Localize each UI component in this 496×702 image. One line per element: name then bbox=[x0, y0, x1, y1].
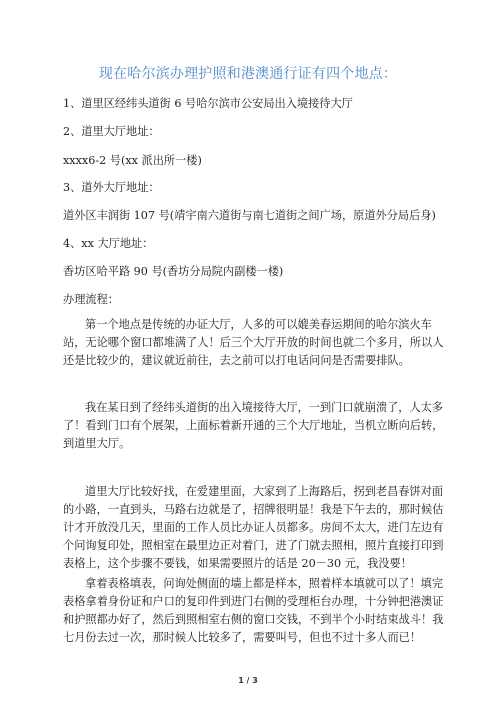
paragraph-line: 表格拿着身份证和户口的复印件到进门右侧的受理柜台办理，十分钟把港澳证 bbox=[63, 595, 444, 608]
paragraph-line: 站，无论哪个窗口都堆满了人！后三个大厅开放的时间也就二个多月，所以人 bbox=[63, 336, 444, 349]
paragraph-line: 和护照都办好了，然后到照相室右侧的窗口交钱，不到半个小时结束战斗！我 bbox=[63, 613, 444, 626]
paragraph-line: 个问询复印处，照相室在最里边正对着门，进了门就去照相，照片直接打印到 bbox=[63, 539, 444, 552]
paragraph-line: 的小路，一直到头，马路右边就是了，招牌很明显！我是下午去的，那时候估 bbox=[63, 503, 444, 516]
address-heading-3: 3、道外大厅地址： bbox=[63, 181, 160, 194]
paragraph-3 bbox=[63, 483, 443, 573]
paragraph-4 bbox=[63, 575, 443, 647]
paragraph-line: 表格上，这个步骤不要钱，如果需要照片的话是 20－30 元，我没要！ bbox=[63, 557, 412, 570]
paragraph-line: 七月份去过一次，那时候人比较多了，需要叫号，但也不过十多人而已！ bbox=[63, 631, 422, 644]
paragraph-line: 道里大厅比较好找，在爱建里面，大家到了上海路后，拐到老昌春饼对面 bbox=[85, 485, 444, 498]
address-heading-2: 2、道里大厅地址： bbox=[63, 125, 160, 138]
address-line-2: xxxx6-2 号(xx 派出所一楼) bbox=[63, 154, 202, 167]
paragraph-1 bbox=[63, 316, 443, 370]
paragraph-line: 还是比较少的，建议就近前往，去之前可以打电话问问是否需要排队。 bbox=[63, 354, 410, 367]
address-line-1: 1、道里区经纬头道街 6 号哈尔滨市公安局出入境接待大厅 bbox=[63, 97, 353, 110]
paragraph-line: 第一个地点是传统的办证大厅，人多的可以媲美春运期间的哈尔滨火车 bbox=[85, 318, 432, 331]
address-line-4: 香坊区哈平路 90 号(香坊分局院内副楼一楼) bbox=[63, 265, 284, 278]
paragraph-line: 计才开放没几天，里面的工作人员比办证人员都多。房间不太大，进门左边有 bbox=[63, 521, 444, 534]
paragraph-2 bbox=[63, 399, 443, 453]
page-number: 1 / 3 bbox=[238, 676, 258, 685]
page-title: 现在哈尔滨办理护照和港澳通行证有四个地点： bbox=[98, 66, 398, 82]
address-heading-4: 4、xx 大厅地址： bbox=[63, 237, 154, 250]
process-heading: 办理流程： bbox=[63, 293, 119, 306]
paragraph-line: 到道里大厅。 bbox=[63, 437, 131, 450]
address-line-3: 道外区丰润街 107 号(靖宇南六道街与南七道街之间广场，原道外分局后身) bbox=[63, 209, 436, 222]
paragraph-line: 拿着表格填表，问询处侧面的墙上都是样本，照着样本填就可以了！填完 bbox=[85, 577, 444, 590]
paragraph-line: 了！看到门口有个展架，上面标着新开通的三个大厅地址，当机立断向后转， bbox=[63, 419, 444, 432]
paragraph-line: 我在某日到了经纬头道街的出入境接待大厅，一到门口就崩溃了，人太多 bbox=[85, 401, 444, 414]
